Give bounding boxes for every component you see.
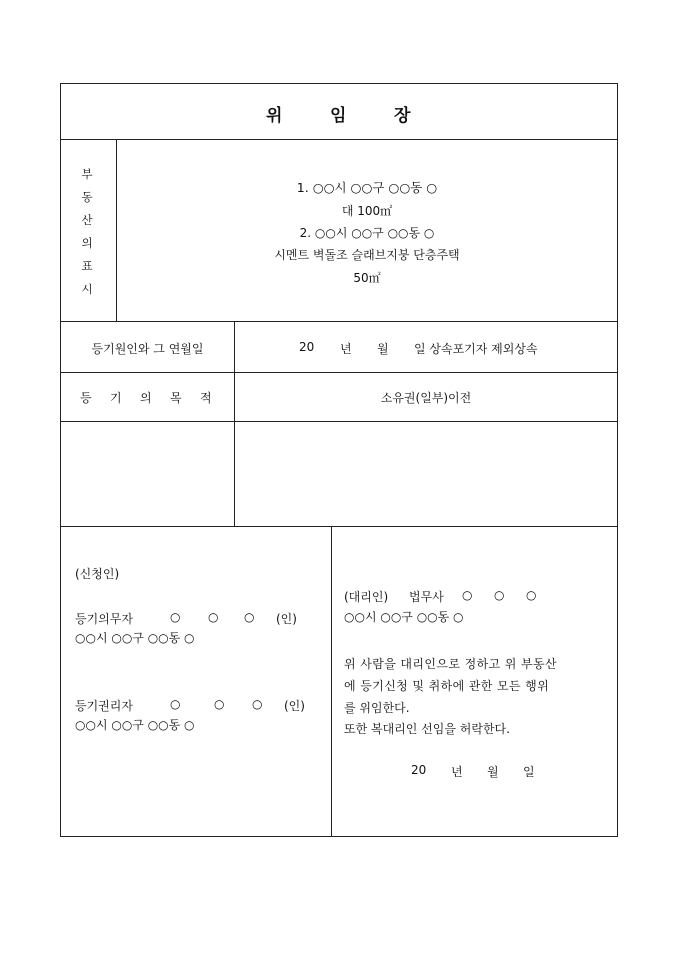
agent-address: ○○시 ○○구 ○○동 ○ [344, 610, 464, 624]
obligor-address: ○○시 ○○구 ○○동 ○ [75, 631, 195, 645]
holder-label: 등기권리자 [75, 699, 133, 713]
purpose-label-char: 적 [200, 391, 212, 405]
property-line: 대 100㎡ [341, 204, 393, 218]
cause-month-unit: 월 [377, 342, 389, 356]
agent-date-day-unit: 일 [523, 765, 535, 779]
property-line: 시멘트 벽돌조 슬래브지붕 단층주택 [274, 248, 460, 262]
divider-signature-column [331, 526, 332, 837]
agent-mark: ○ [494, 588, 505, 602]
title-char-3: 장 [394, 106, 411, 126]
holder-mark: ○ [252, 697, 263, 711]
agent-statement-line: 위 사람을 대리인으로 정하고 위 부동산 [344, 657, 557, 671]
agent-date-month-unit: 월 [487, 765, 499, 779]
divider-cause [60, 372, 618, 373]
side-char: 시 [81, 282, 93, 296]
divider-purpose [60, 421, 618, 422]
agent-date-year-unit: 년 [451, 765, 463, 779]
purpose-label-char: 목 [170, 391, 182, 405]
obligor-mark: ○ [244, 610, 255, 624]
obligor-seal: (인) [276, 612, 297, 626]
agent-header: (대리인) [344, 590, 389, 604]
side-char: 표 [81, 259, 93, 273]
registration-purpose-value: 소유권(일부)이전 [380, 391, 472, 405]
holder-address: ○○시 ○○구 ○○동 ○ [75, 718, 195, 732]
cause-year: 20 [299, 340, 315, 354]
purpose-label-char: 기 [110, 391, 122, 405]
title-char-1: 위 [266, 106, 283, 126]
agent-statement-line: 를 위임한다. [344, 701, 410, 715]
holder-mark: ○ [214, 697, 225, 711]
agent-statement-line: 에 등기신청 및 취하에 관한 모든 행위 [344, 679, 550, 693]
side-char: 의 [81, 236, 93, 250]
obligor-mark: ○ [208, 610, 219, 624]
obligor-mark: ○ [170, 610, 181, 624]
divider-title [60, 139, 618, 140]
side-char: 동 [81, 190, 93, 204]
agent-statement-line: 또한 복대리인 선임을 허락한다. [344, 722, 510, 736]
side-char: 부 [81, 167, 93, 181]
agent-mark: ○ [462, 588, 473, 602]
holder-mark: ○ [170, 697, 181, 711]
agent-mark: ○ [526, 588, 537, 602]
property-line: 50㎡ [353, 271, 381, 285]
registration-cause-label: 등기원인와 그 연월일 [91, 342, 204, 356]
cause-rest: 일 상속포기자 제외상속 [414, 342, 538, 356]
applicant-header: (신청인) [75, 567, 120, 581]
purpose-label-char: 등 [80, 391, 92, 405]
property-line: 1. ○○시 ○○구 ○○동 ○ [296, 180, 438, 195]
agent-date-year: 20 [411, 763, 427, 777]
purpose-label-char: 의 [140, 391, 152, 405]
property-line: 2. ○○시 ○○구 ○○동 ○ [299, 226, 435, 240]
holder-seal: (인) [284, 699, 305, 713]
cause-year-unit: 년 [340, 342, 352, 356]
title-char-2: 임 [330, 106, 347, 126]
divider-blank [60, 526, 618, 527]
side-char: 산 [81, 213, 93, 227]
obligor-label: 등기의무자 [75, 612, 133, 626]
divider-property [60, 321, 618, 322]
divider-label-column [234, 321, 235, 526]
agent-title: 법무사 [409, 590, 444, 604]
